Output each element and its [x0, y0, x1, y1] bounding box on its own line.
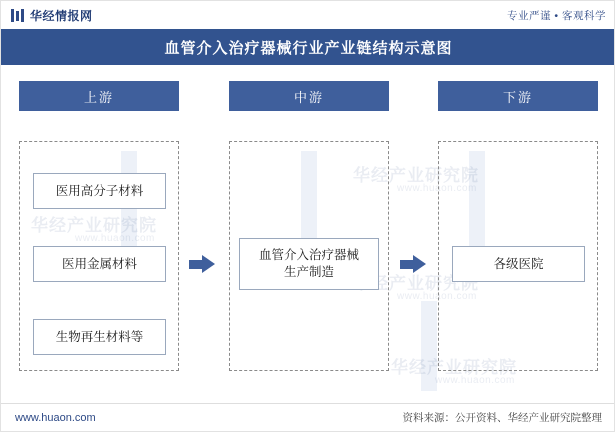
footer-source: 资料来源：公开资料、华经产业研究院整理	[402, 412, 602, 424]
watermark-url: www.huaon.com	[75, 233, 155, 244]
stage-header-downstream	[438, 81, 598, 111]
header-tagline: 专业严谨 • 客观科学	[506, 9, 606, 22]
watermark-url: www.huaon.com	[397, 291, 477, 302]
brand-name: 华经情报网	[30, 8, 93, 23]
title-band	[1, 29, 615, 65]
node-upstream-2: 医用金属材料	[33, 246, 166, 282]
watermark-text: 华经产业研究院	[353, 166, 479, 185]
brand	[11, 7, 93, 24]
watermark-url: www.huaon.com	[397, 183, 477, 194]
arrow-midstream-to-downstream	[400, 255, 426, 273]
watermark-text: 华经产业研究院	[353, 274, 479, 293]
stage-label: 上游	[83, 89, 114, 105]
page-title: 血管介入治疗器械行业产业链结构示意图	[164, 39, 453, 57]
node-upstream-3: 生物再生材料等	[33, 319, 166, 355]
watermark-stripe	[421, 301, 437, 391]
node-upstream-1: 医用高分子材料	[33, 173, 166, 209]
footer-bar	[1, 403, 615, 431]
watermark-text: 华经产业研究院	[391, 358, 517, 377]
header-bar	[1, 1, 615, 29]
stage-header-upstream	[19, 81, 179, 111]
footer-site-url[interactable]: www.huaon.com	[15, 411, 96, 424]
stage-header-midstream	[229, 81, 389, 111]
watermark-url: www.huaon.com	[435, 375, 515, 386]
node-downstream-1: 各级医院	[452, 246, 585, 282]
arrow-upstream-to-midstream	[189, 255, 215, 273]
watermark-text: 华经产业研究院	[31, 216, 157, 235]
node-midstream-1: 血管介入治疗器械 生产制造	[239, 238, 379, 290]
logo-icon	[11, 9, 24, 22]
stage-label: 下游	[502, 89, 533, 105]
stage-label: 中游	[293, 89, 324, 105]
